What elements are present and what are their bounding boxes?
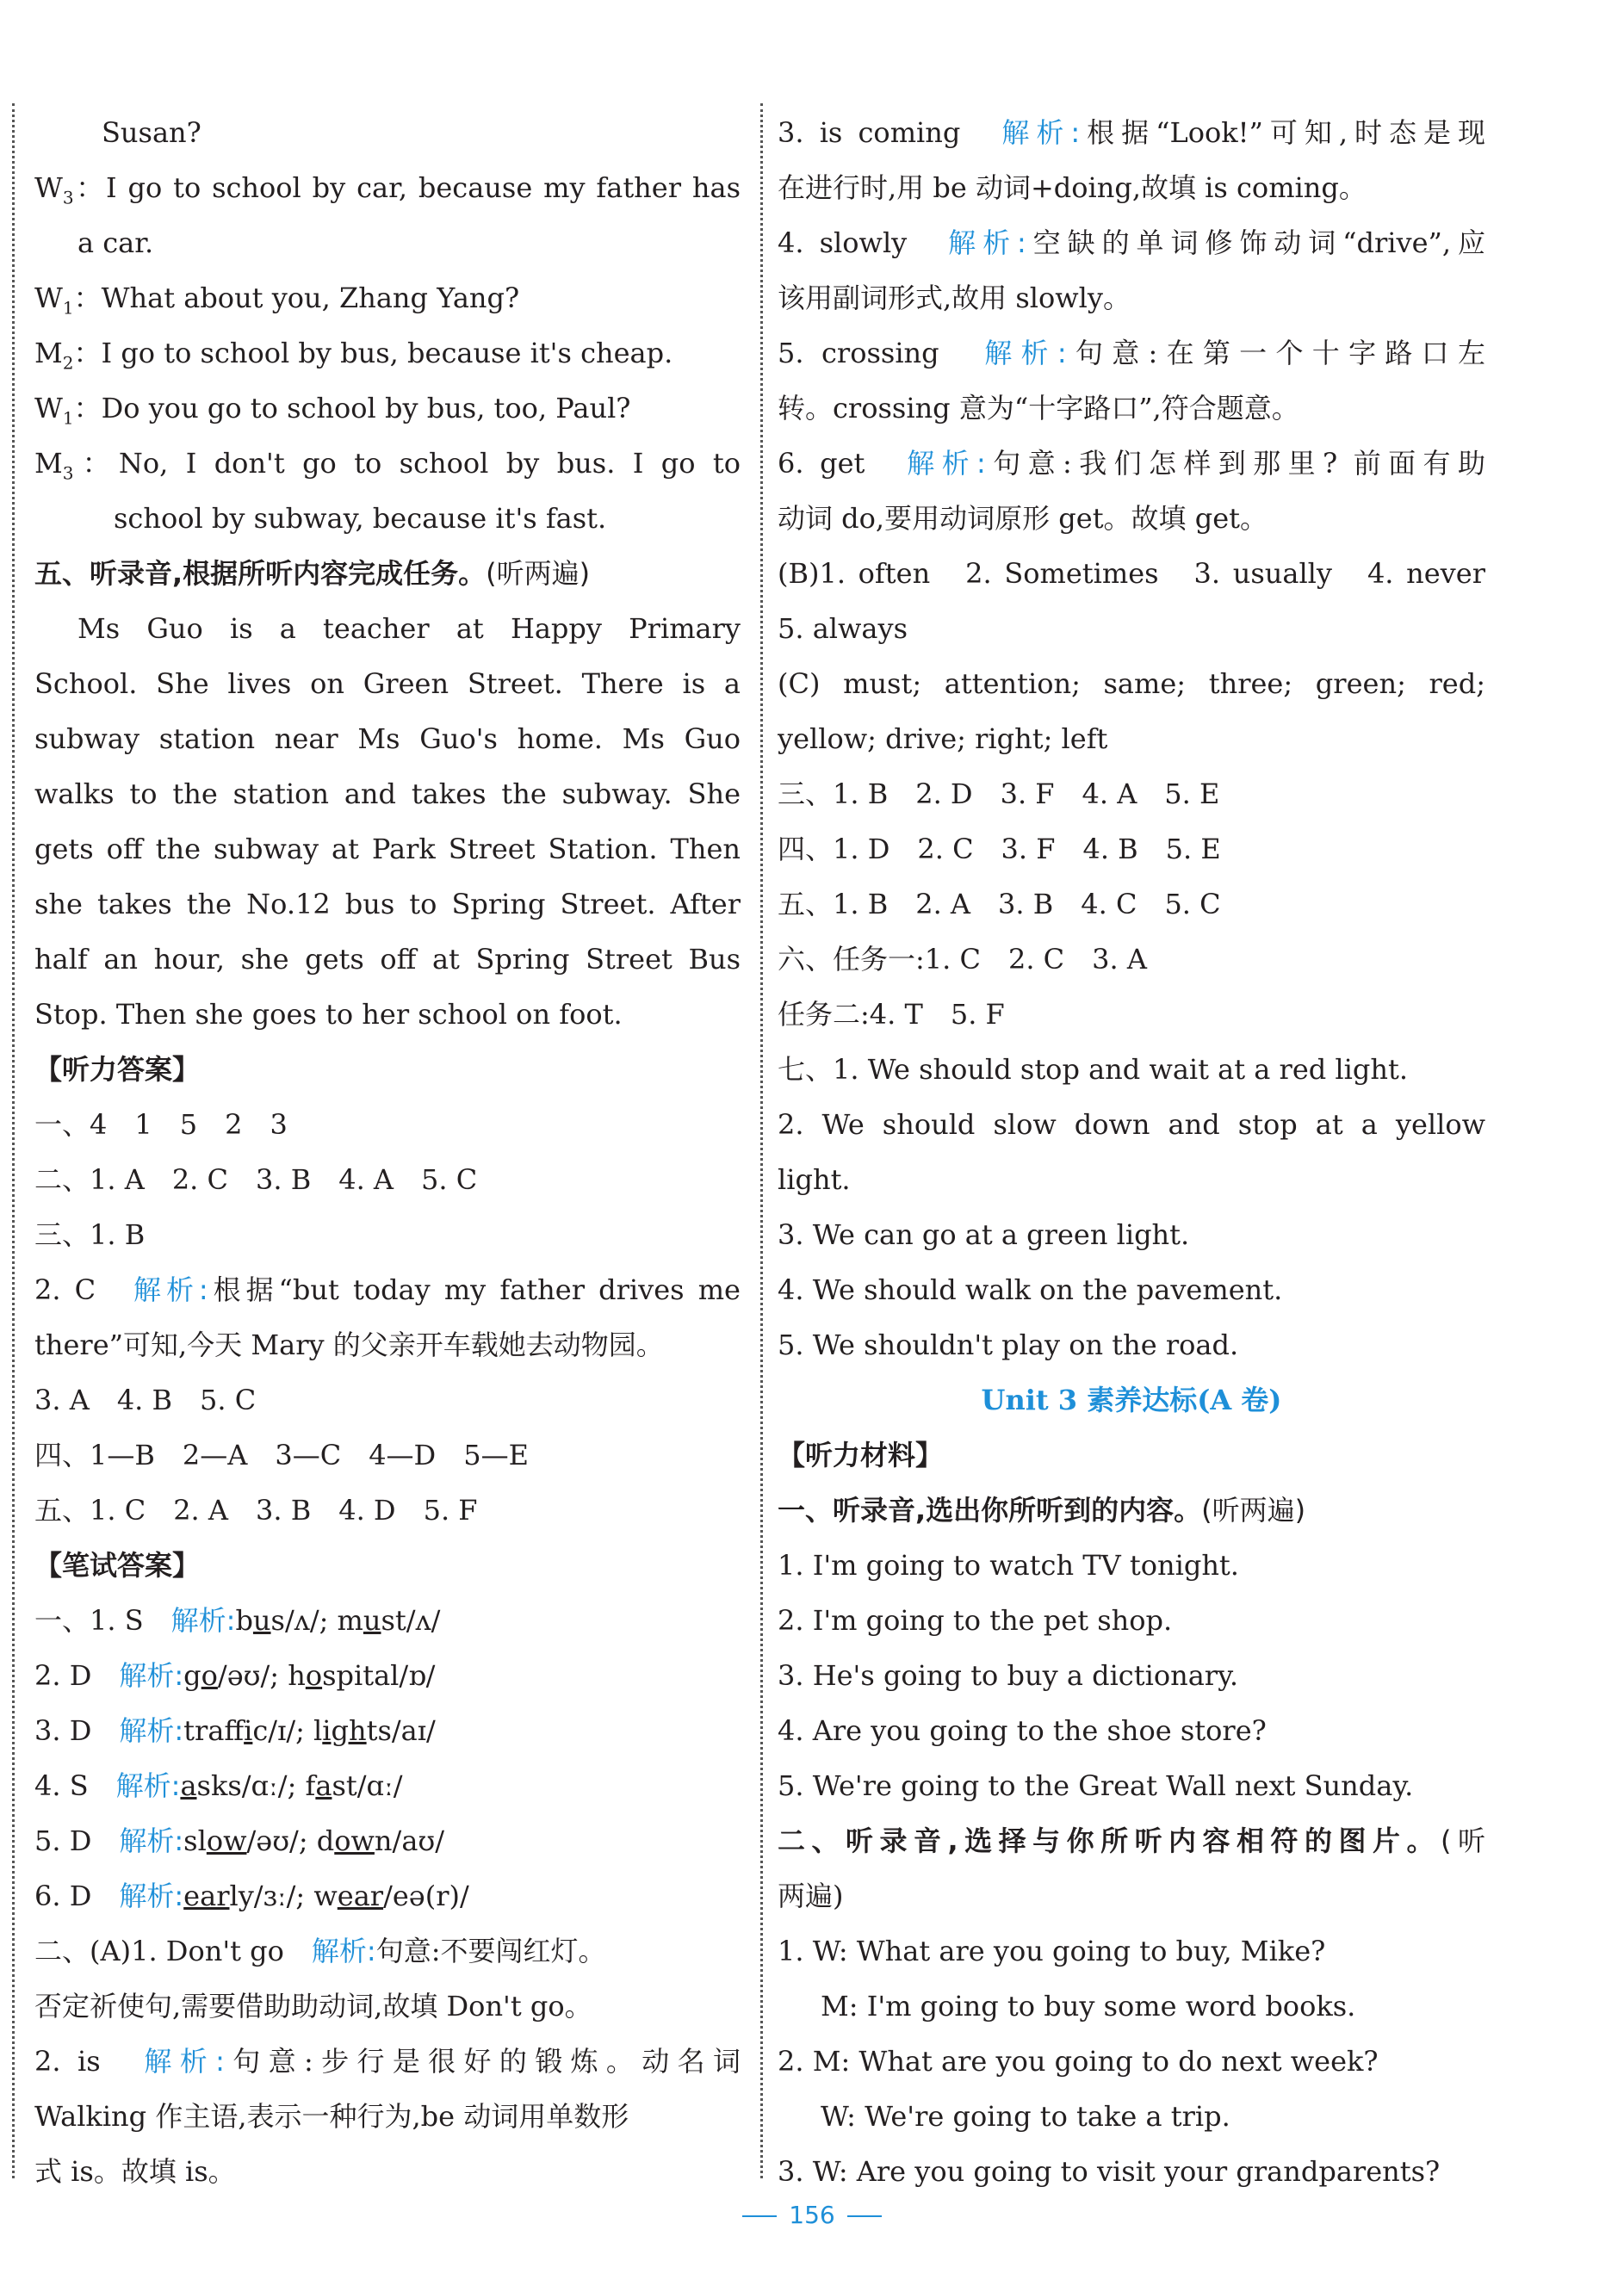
transcript-line: 4. Are you going to the shoe store? [778, 1714, 1267, 1747]
answer-line: yellow; drive; right; left [778, 722, 1108, 755]
dialogue-line: a car. [77, 226, 154, 259]
section-heading-cont: 两遍) [778, 1880, 844, 1912]
transcript-line: 5. We're going to the Great Wall next Sunday. [778, 1769, 1414, 1802]
answer-line: 式 is。故填 is。 [34, 2155, 236, 2188]
dialogue-line: $M_2$：I go to school by bus, because it's cheap. [34, 337, 673, 374]
answer-line: light. [778, 1163, 851, 1196]
transcript-line: 2. I'm going to the pet shop. [778, 1604, 1173, 1637]
listening-answers-heading: 【听力答案】 [34, 1053, 201, 1086]
answer-line: 一、4 1 5 2 3 [34, 1108, 288, 1141]
page-footer [0, 2201, 1624, 2229]
answer-line: 五、1. B 2. A 3. B 4. C 5. C [778, 888, 1221, 920]
answer-line: 2. C 解析:根据“but today my father drives me [34, 1273, 741, 1306]
footer-rule-right [847, 2215, 882, 2217]
page-number: 156 [789, 2201, 835, 2229]
answer-line: 5. always [778, 612, 908, 645]
section-heading: 五、听录音,根据所听内容完成任务。(听两遍) [34, 557, 591, 590]
answer-line: 动词 do,要用动词原形 get。故填 get。 [778, 502, 1268, 535]
answer-line: 该用副词形式,故用 slowly。 [778, 282, 1131, 314]
answer-line: (B)1. often 2. Sometimes 3. usually 4. never [778, 557, 1485, 590]
listening-material-heading: 【听力材料】 [778, 1439, 944, 1471]
answer-line: 四、1—B 2—A 3—C 4—D 5—E [34, 1439, 529, 1471]
transcript-line: 3. He's going to buy a dictionary. [778, 1659, 1239, 1692]
answer-line: 4. We should walk on the pavement. [778, 1273, 1283, 1306]
dialogue-line: Susan? [102, 116, 201, 149]
column-divider [760, 103, 763, 2178]
passage-line: Stop. Then she goes to her school on foot. [34, 998, 623, 1031]
answer-line: 二、(A)1. Don't go 解析:句意:不要闯红灯。 [34, 1935, 606, 1967]
transcript-line: 2. M: What are you going to do next week? [778, 2045, 1379, 2078]
answer-line: (C) must; attention; same; three; green; red; [778, 667, 1485, 700]
section-heading: 二、听录音,选择与你所听内容相符的图片。(听 [778, 1824, 1485, 1857]
left-column [34, 105, 741, 2199]
transcript-line: 3. W: Are you going to visit your grandparents? [778, 2155, 1441, 2188]
answer-line: 三、1. B 2. D 3. F 4. A 5. E [778, 777, 1220, 810]
answer-line: 2. We should slow down and stop at a yellow [778, 1108, 1485, 1141]
answer-line: 3. We can go at a green light. [778, 1218, 1190, 1251]
answer-line: 三、1. B [34, 1218, 146, 1251]
answer-line: 4. slowly 解析:空缺的单词修饰动词“drive”,应 [778, 226, 1485, 259]
written-answers-heading: 【笔试答案】 [34, 1549, 201, 1582]
transcript-line: 1. W: What are you going to buy, Mike? [778, 1935, 1326, 1967]
answer-line: Walking 作主语,表示一种行为,be 动词用单数形 [34, 2100, 629, 2133]
answer-line: 转。crossing 意为“十字路口”,符合题意。 [778, 392, 1299, 424]
footer-rule-left [742, 2215, 777, 2217]
phonics-answer: 6. D 解析:early/ɜː/; wear/eə(r)/ [34, 1880, 469, 1912]
passage-line: gets off the subway at Park Street Station. Then [34, 833, 741, 865]
right-column [778, 105, 1485, 2199]
transcript-line: M: I'm going to buy some word books. [821, 1990, 1356, 2023]
dialogue-line: $W_1$：Do you go to school by bus, too, Paul? [34, 392, 631, 429]
phonics-answer: 一、1. S 解析:bus/ʌ/; must/ʌ/ [34, 1604, 441, 1637]
answer-line: 六、任务一:1. C 2. C 3. A [778, 943, 1147, 976]
dialogue-line: $W_3$：I go to school by car, because my father has [34, 171, 741, 208]
passage-line: Ms Guo is a teacher at Happy Primary [77, 612, 741, 645]
phonics-answer: 3. D 解析:traffic/ɪ/; lights/aɪ/ [34, 1714, 436, 1747]
answer-line: 5. crossing 解析:句意:在第一个十字路口左 [778, 337, 1485, 369]
answer-line: 3. is coming 解析:根据“Look!”可知,时态是现 [778, 116, 1485, 149]
answer-line: 四、1. D 2. C 3. F 4. B 5. E [778, 833, 1221, 865]
phonics-answer: 4. S 解析:asks/ɑː/; fast/ɑː/ [34, 1769, 403, 1802]
dialogue-line: school by subway, because it's fast. [114, 502, 607, 535]
passage-line: School. She lives on Green Street. There is a [34, 667, 741, 700]
passage-line: half an hour, she gets off at Spring Street Bus [34, 943, 741, 976]
answer-line: 在进行时,用 be 动词+doing,故填 is coming。 [778, 171, 1367, 204]
transcript-line: 1. I'm going to watch TV tonight. [778, 1549, 1239, 1582]
passage-line: walks to the station and takes the subway. She [34, 777, 741, 810]
answer-line: 6. get 解析:句意:我们怎样到那里? 前面有助 [778, 447, 1485, 480]
answer-line: 五、1. C 2. A 3. B 4. D 5. F [34, 1494, 478, 1527]
answer-line: 5. We shouldn't play on the road. [778, 1329, 1239, 1361]
unit-title: Unit 3 素养达标(A 卷) [981, 1384, 1282, 1416]
phonics-answer: 2. D 解析:go/əʊ/; hospital/ɒ/ [34, 1659, 436, 1692]
answer-line: 否定祈使句,需要借助助动词,故填 Don't go。 [34, 1990, 592, 2023]
transcript-line: W: We're going to take a trip. [821, 2100, 1230, 2133]
answer-line: 2. is 解析:句意:步行是很好的锻炼。动名词 [34, 2045, 741, 2078]
passage-line: subway station near Ms Guo's home. Ms Guo [34, 722, 741, 755]
section-heading: 一、听录音,选出你所听到的内容。(听两遍) [778, 1494, 1306, 1527]
phonics-answer: 5. D 解析:slow/əʊ/; down/aʊ/ [34, 1824, 445, 1857]
left-dotted-margin [12, 103, 15, 2178]
answer-line: 二、1. A 2. C 3. B 4. A 5. C [34, 1163, 478, 1196]
passage-line: she takes the No.12 bus to Spring Street. After [34, 888, 741, 920]
answer-line: there”可知,今天 Mary 的父亲开车载她去动物园。 [34, 1329, 664, 1361]
answer-line: 七、1. We should stop and wait at a red light. [778, 1053, 1409, 1086]
dialogue-line: $W_1$：What about you, Zhang Yang? [34, 282, 520, 319]
dialogue-line: $M_3$：No, I don't go to school by bus. I go to [34, 447, 741, 484]
answer-line: 3. A 4. B 5. C [34, 1384, 257, 1416]
answer-line: 任务二:4. T 5. F [778, 998, 1005, 1031]
